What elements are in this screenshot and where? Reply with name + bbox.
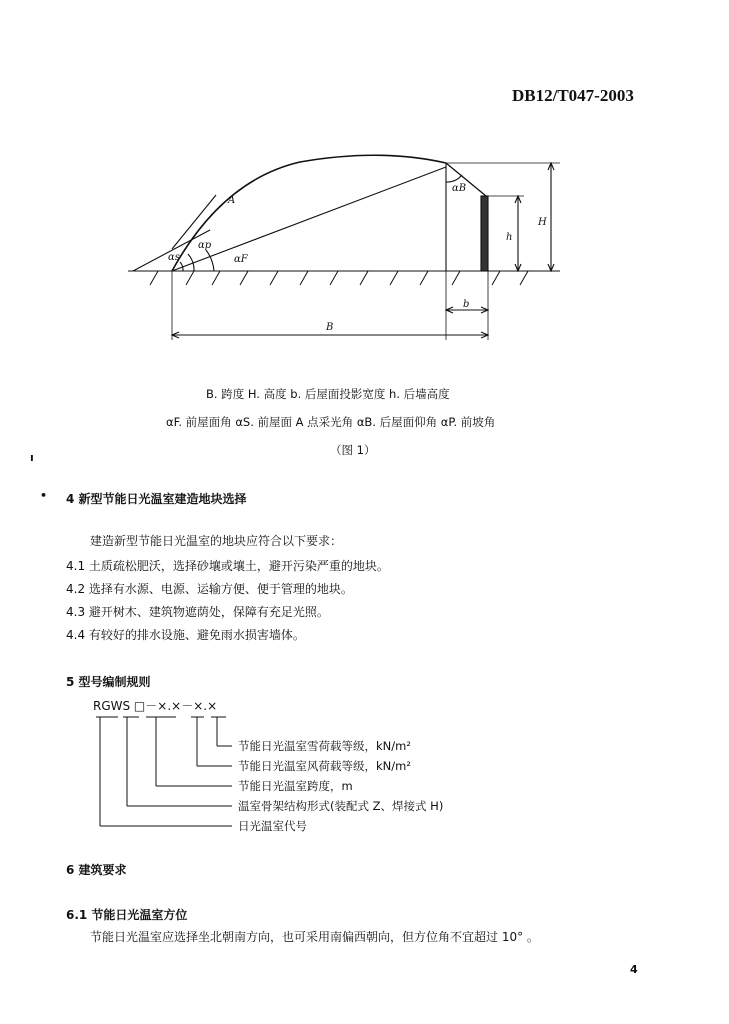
section-4-heading: 4 新型节能日光温室建造地块选择 <box>66 492 247 506</box>
label-alpha-b: αB <box>452 183 467 194</box>
section-4-intro: 建造新型节能日光温室的地块应符合以下要求： <box>90 534 343 548</box>
figure-legend-line-1: B. 跨度 H. 高度 b. 后屋面投影宽度 h. 后墙高度 <box>206 387 450 401</box>
section-6-1-text: 节能日光温室应选择坐北朝南方向，也可采用南偏西朝向，但方位角不宜超过 10° 。 <box>90 930 539 944</box>
section-6-heading: 6 建筑要求 <box>66 863 127 877</box>
rule-snow-load: 节能日光温室雪荷载等级，kN/m² <box>238 739 411 753</box>
label-A: A <box>228 195 236 206</box>
label-alpha-s: αs <box>168 252 180 263</box>
section-4-item-1: 4.1 土质疏松肥沃，选择砂壤或壤土，避开污染严重的地块。 <box>66 559 389 573</box>
section-5-heading: 5 型号编制规则 <box>66 675 151 689</box>
margin-mark-1: ı <box>30 451 34 464</box>
label-b: b <box>463 299 470 310</box>
model-code: RGWS □－×.×－×.× <box>93 699 218 713</box>
rule-wind-load: 节能日光温室风荷载等级，kN/m² <box>238 759 411 773</box>
label-alpha-p: αp <box>198 240 212 251</box>
rule-greenhouse-code: 日光温室代号 <box>238 819 307 833</box>
section-4-item-3: 4.3 避开树木、建筑物遮荫处，保障有充足光照。 <box>66 605 329 619</box>
standard-number: DB12/T047-2003 <box>512 86 634 105</box>
label-alpha-f: αF <box>234 254 248 265</box>
figure-legend-line-2: αF. 前屋面角 αS. 前屋面 A 点采光角 αB. 后屋面仰角 αP. 前坡角 <box>166 415 496 429</box>
rule-frame-type: 温室骨架结构形式(装配式 Z、焊接式 H) <box>238 799 444 813</box>
label-h: h <box>506 232 513 243</box>
margin-mark-2: • <box>40 489 48 502</box>
section-4-item-2: 4.2 选择有水源、电源、运输方便、便于管理的地块。 <box>66 582 353 596</box>
label-B: B <box>326 322 334 333</box>
section-6-1-heading: 6.1 节能日光温室方位 <box>66 908 188 922</box>
page-number: 4 <box>630 963 638 976</box>
label-H: H <box>538 217 547 228</box>
rule-span: 节能日光温室跨度，m <box>238 779 353 793</box>
section-4-item-4: 4.4 有较好的排水设施、避免雨水损害墙体。 <box>66 628 305 642</box>
figure-caption: （图 1） <box>330 443 376 457</box>
